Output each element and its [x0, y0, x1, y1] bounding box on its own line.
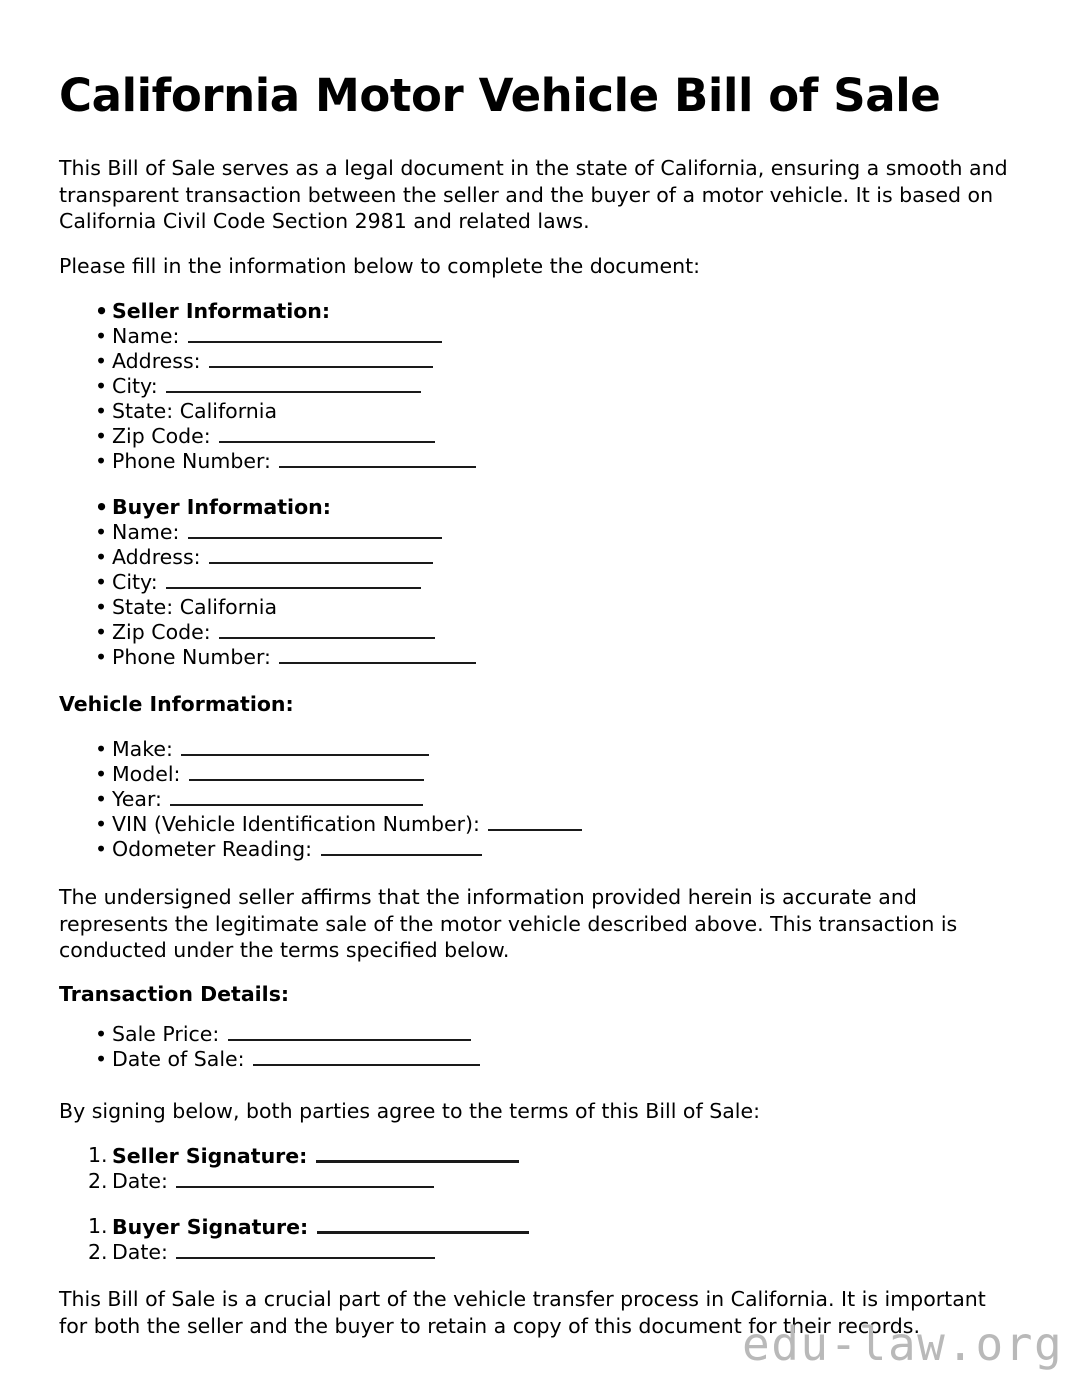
bullet-icon: •	[95, 449, 108, 473]
bullet-icon: •	[95, 1022, 108, 1046]
fill-in-blank[interactable]	[166, 374, 421, 393]
fill-in-blank[interactable]	[219, 424, 435, 443]
list-item	[59, 570, 959, 595]
list-number: 1.	[88, 1143, 108, 1167]
bullet-icon: •	[95, 762, 108, 786]
bullet-icon: •	[95, 645, 108, 669]
fill-in-blank[interactable]	[166, 570, 421, 589]
signature-blank[interactable]	[316, 1143, 519, 1163]
intro-paragraph: This Bill of Sale serves as a legal document in the state of California, ensuring a smooth and transparent transaction between the seller and the buyer of a motor vehicle. It is based on California Civil Code Section 2981 and related laws.	[59, 156, 1008, 233]
bullet-icon: •	[95, 349, 108, 373]
seller-information-list	[59, 299, 959, 474]
list-item	[59, 620, 959, 645]
field-label: Zip Code:	[112, 424, 211, 448]
signature-label: Seller Signature:	[112, 1143, 308, 1168]
closing-paragraph: This Bill of Sale is a crucial part of the vehicle transfer process in California. It is important for both the seller and the buyer to retain a copy of this document for their records.	[59, 1287, 986, 1338]
field-label: Date of Sale:	[112, 1047, 245, 1071]
section-heading-item	[59, 495, 959, 520]
bullet-icon: •	[95, 787, 108, 811]
list-number: 2.	[88, 1240, 108, 1265]
field-label: Make:	[112, 737, 173, 761]
bullet-icon: •	[95, 595, 108, 619]
buyer-signature-list	[59, 1214, 959, 1266]
bullet-icon: •	[95, 812, 108, 836]
list-number: 1.	[88, 1214, 108, 1238]
date-label: Date:	[112, 1240, 168, 1265]
transaction-details-heading: Transaction Details:	[59, 982, 290, 1006]
bullet-icon: •	[95, 1047, 108, 1071]
signing-instruction-text: By signing below, both parties agree to the terms of this Bill of Sale:	[59, 1099, 760, 1123]
field-label: Name:	[112, 520, 180, 544]
bullet-icon: •	[95, 570, 108, 594]
instruction-text: Please fill in the information below to complete the document:	[59, 254, 701, 278]
list-item	[59, 324, 959, 349]
field-label: Address:	[112, 545, 201, 569]
list-item	[59, 424, 959, 449]
list-item	[59, 1047, 959, 1072]
list-item	[59, 812, 959, 837]
fill-in-blank[interactable]	[170, 787, 423, 806]
field-value: California	[173, 399, 278, 423]
date-blank[interactable]	[176, 1241, 435, 1260]
field-label: Phone Number:	[112, 645, 271, 669]
date-label: Date:	[112, 1169, 168, 1194]
list-item	[59, 449, 959, 474]
list-item	[59, 595, 959, 620]
affirmation-paragraph: The undersigned seller affirms that the information provided herein is accurate and represents the legitimate sale of the motor vehicle described above. This transaction is conducted under the terms specified below.	[59, 885, 958, 962]
buyer-information-list	[59, 495, 959, 670]
list-item	[59, 1169, 959, 1195]
section-heading-label: Buyer Information:	[112, 495, 331, 519]
bullet-icon: •	[95, 520, 108, 544]
list-item	[59, 349, 959, 374]
list-item	[59, 787, 959, 812]
vehicle-information-heading: Vehicle Information:	[59, 692, 294, 716]
section-heading-item	[59, 299, 959, 324]
fill-in-blank[interactable]	[279, 645, 476, 664]
list-item	[59, 545, 959, 570]
fill-in-blank[interactable]	[488, 812, 582, 831]
bullet-icon: •	[95, 495, 109, 519]
fill-in-blank[interactable]	[209, 349, 433, 368]
fill-in-blank[interactable]	[189, 762, 424, 781]
list-item	[59, 1214, 959, 1240]
bullet-icon: •	[95, 374, 108, 398]
bullet-icon: •	[95, 620, 108, 644]
field-label: Year:	[112, 787, 162, 811]
list-item	[59, 520, 959, 545]
field-label: Zip Code:	[112, 620, 211, 644]
list-item	[59, 1022, 959, 1047]
list-item	[59, 1240, 959, 1266]
field-label: Model:	[112, 762, 181, 786]
field-label: State:	[112, 399, 174, 423]
field-value: California	[173, 595, 278, 619]
list-number: 2.	[88, 1169, 108, 1194]
field-label: Address:	[112, 349, 201, 373]
list-item	[59, 837, 959, 862]
fill-in-blank[interactable]	[279, 449, 476, 468]
section-heading-label: Seller Information:	[112, 299, 331, 323]
list-item	[59, 762, 959, 787]
fill-in-blank[interactable]	[181, 737, 429, 756]
fill-in-blank[interactable]	[188, 520, 442, 539]
field-label: Odometer Reading:	[112, 837, 312, 861]
bullet-icon: •	[95, 324, 108, 348]
transaction-details-list	[59, 1022, 959, 1072]
list-item	[59, 399, 959, 424]
field-label: Phone Number:	[112, 449, 271, 473]
field-label: Name:	[112, 324, 180, 348]
list-item	[59, 1143, 959, 1169]
signature-blank[interactable]	[317, 1214, 529, 1234]
field-label: Sale Price:	[112, 1022, 220, 1046]
vehicle-information-list	[59, 737, 959, 862]
list-item	[59, 374, 959, 399]
signature-label: Buyer Signature:	[112, 1214, 309, 1239]
fill-in-blank[interactable]	[253, 1047, 480, 1066]
list-item	[59, 737, 959, 762]
fill-in-blank[interactable]	[321, 837, 482, 856]
seller-signature-list	[59, 1143, 959, 1195]
fill-in-blank[interactable]	[188, 324, 442, 343]
fill-in-blank[interactable]	[219, 620, 435, 639]
watermark-edu-law: edu-law.org	[742, 1317, 1064, 1371]
bullet-icon: •	[95, 737, 108, 761]
bullet-icon: •	[95, 424, 108, 448]
field-label: City:	[112, 570, 158, 594]
list-item	[59, 645, 959, 670]
bullet-icon: •	[95, 545, 108, 569]
bullet-icon: •	[95, 399, 108, 423]
bullet-icon: •	[95, 837, 108, 861]
date-blank[interactable]	[176, 1170, 434, 1189]
field-label: City:	[112, 374, 158, 398]
bullet-icon: •	[95, 299, 109, 323]
fill-in-blank[interactable]	[228, 1022, 471, 1041]
field-label: State:	[112, 595, 174, 619]
field-label: VIN (Vehicle Identification Number):	[112, 812, 480, 836]
fill-in-blank[interactable]	[209, 545, 433, 564]
page-title: California Motor Vehicle Bill of Sale	[59, 69, 941, 122]
